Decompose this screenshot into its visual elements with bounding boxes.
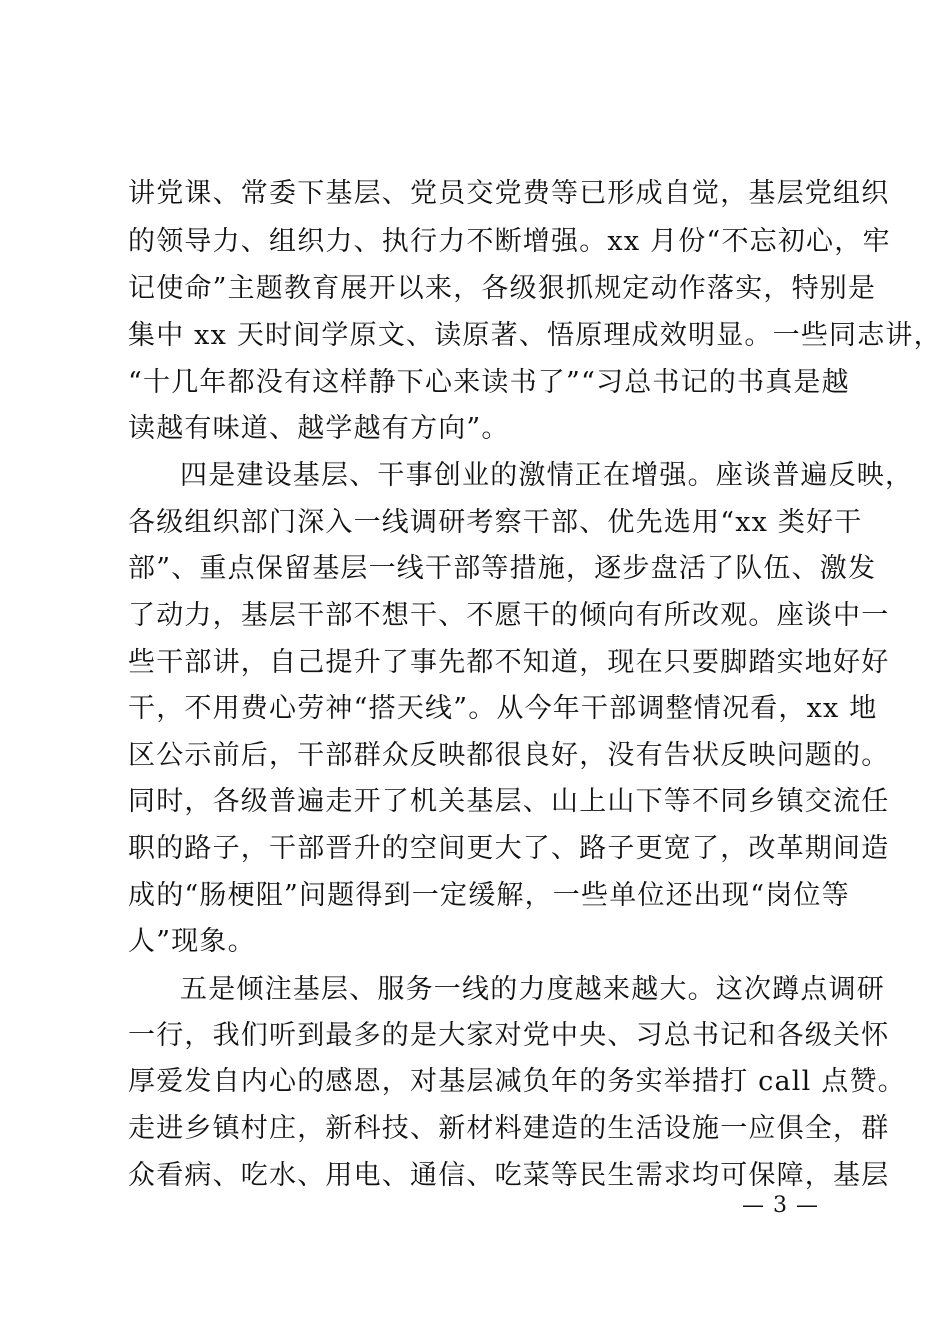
text-line-16: 成的“肠梗阻”问题得到一定缓解，一些单位还出现“岗位等 [128,880,850,911]
paragraph-4-first-line: 四是建设基层、干事创业的激情正在增强。座谈普遍反映， [180,460,914,491]
text-line-3: 记使命”主题教育展开以来，各级狠抓规定动作落实，特别是 [128,273,877,304]
text-line-15: 职的路子，干部晋升的空间更大了、路子更宽了，改革期间造 [128,833,890,864]
paragraph-5-first-line: 五是倾注基层、服务一线的力度越来越大。这次蹲点调研 [180,974,885,1005]
text-line-17: 人”现象。 [128,926,256,957]
text-line-11: 些干部讲，自己提升了事先都不知道，现在只要脚踏实地好好 [128,647,890,678]
text-line-19: 一行，我们听到最多的是大家对党中央、习总书记和各级关怀 [128,1020,890,1051]
text-line-12: 干，不用费心劳神“搭天线”。从今年干部调整情况看，xx 地 [128,693,878,724]
text-line-2: 的领导力、组织力、执行力不断增强。xx 月份“不忘初心，牢 [128,226,891,257]
text-line-10: 了动力，基层干部不想干、不愿干的倾向有所改观。座谈中一 [128,600,890,631]
text-line-5: “十几年都没有这样静下心来读书了”“习总书记的书真是越 [128,367,850,398]
text-line-20: 厚爱发自内心的感恩，对基层减负年的务实举措打 call 点赞。 [128,1066,906,1097]
text-line-21: 走进乡镇村庄，新科技、新材料建造的生活设施一应俱全，群 [128,1113,890,1144]
text-line-22: 众看病、吃水、用电、通信、吃菜等民生需求均可保障，基层 [128,1160,890,1191]
text-line-4: 集中 xx 天时间学原文、读原著、悟原理成效明显。一些同志讲， [128,320,942,351]
text-line-9: 部”、重点保留基层一线干部等措施，逐步盘活了队伍、激发 [128,553,877,584]
text-line-6: 读越有味道、越学越有方向”。 [128,413,510,444]
text-line-13: 区公示前后，干部群众反映都很良好，没有告状反映问题的。 [128,740,890,771]
text-line-8: 各级组织部门深入一线调研考察干部、优先选用“xx 类好干 [128,507,863,538]
text-line-1: 讲党课、常委下基层、党员交党费等已形成自觉，基层党组织 [128,178,890,209]
text-line-14: 同时，各级普遍走开了机关基层、山上山下等不同乡镇交流任 [128,786,890,817]
page-number: — 3 — [742,1193,819,1218]
